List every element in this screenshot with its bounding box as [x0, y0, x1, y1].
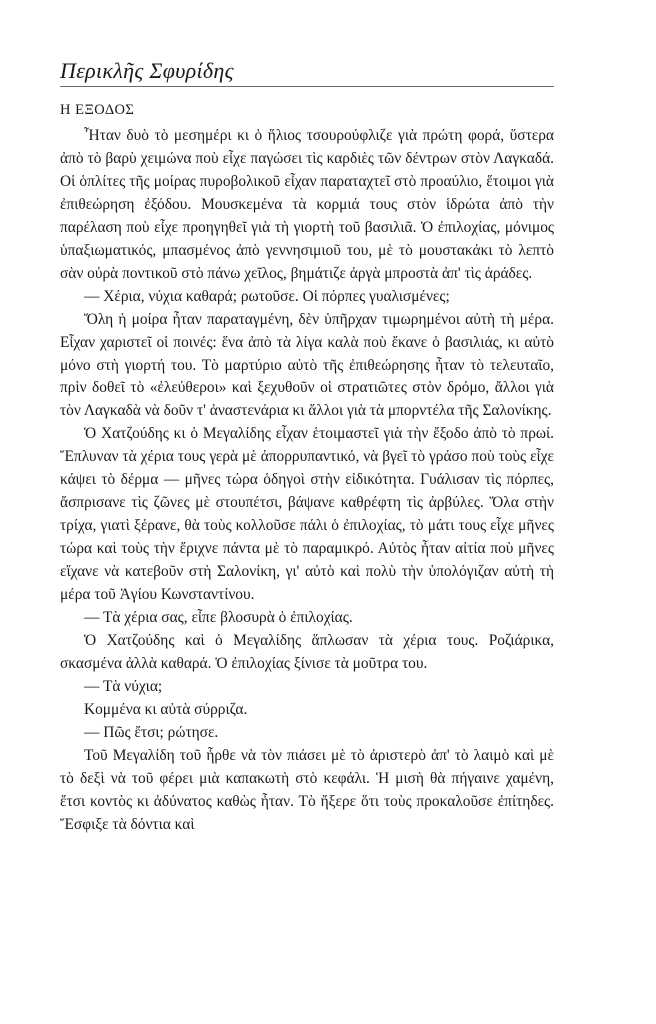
- paragraph: — Τὰ χέρια σας, εἶπε βλοσυρὰ ὁ ἐπιλοχίας.: [84, 609, 353, 627]
- paragraph: Ὅλη ἡ μοίρα ἦταν παραταγμένη, δὲν ὑπῆρχαν τιμωρημένοι αὐτὴ τὴ μέρα. Εἶχαν χαριστεῖ οἱ ποινές: ἕνα ἀπὸ τὰ λίγα καλὰ ποὺ ἔκανε ὁ βασιλιάς, κι αὐτὸ μόνο στὴ γιορτή του. Τὸ μαρτύριο αὐτὸ τῆς ἐπιθεώρησης ἦταν τὸ τελευταῖο, πρὶν δοθεῖ τὸ «ἐλεύθεροι» καὶ ξεχυθοῦν οἱ στρατιῶτες στὸν δρόμο, ἄλλοι γιὰ τὸν Λαγκαδὰ νὰ δοῦν τ' ἀναστενάρια κι ἄλλοι γιὰ τὰ μπορντέλα τῆς Σαλονίκης.: [60, 310, 554, 420]
- paragraph: — Χέρια, νύχια καθαρά; ρωτοῦσε. Οἱ πόρπες γυαλισμένες;: [84, 287, 450, 305]
- paragraph: Ὁ Χατζούδης καὶ ὁ Μεγαλίδης ἅπλωσαν τὰ χέρια τους. Ροζιάρικα, σκασμένα ἀλλὰ καθαρά. Ὁ ἐπιλοχίας ξίνισε τὰ μοῦτρα του.: [60, 631, 554, 672]
- story-title: Η ΕΞΟΔΟΣ: [60, 102, 135, 118]
- paragraph: — Τὰ νύχια;: [84, 677, 163, 695]
- paragraph: Ὁ Χατζούδης κι ὁ Μεγαλίδης εἶχαν ἑτοιμαστεῖ γιὰ τὴν ἔξοδο ἀπὸ τὸ πρωί. Ἔπλυναν τὰ χέρια τους γερὰ μὲ ἀπορρυπαντικό, νὰ βγεῖ τὸ γράσο ποὺ τοὺς εἶχε κάψει τὸ δέρμα — μῆνες τώρα ὁδηγοὶ στὴν εἰδικότητα. Γυάλισαν τὶς πόρπες, ἄσπρισανε τὶς ζῶνες μὲ στουπέτσι, βάψανε καθρέφτη τὶς ἀρβύλες. Ὅλα στὴν τρίχα, γιατὶ ξέρανε, θὰ τοὺς κολλοῦσε πάλι ὁ ἐπιλοχίας, τὸ μάτι τους εἶχε μῆνες τώρα καὶ τοὺς τὴν ἔριχνε πάντα μὲ τὸ παραμικρό. Αὐτὸς ἦταν αἰτία ποὺ μῆνες εἴχανε νὰ κατεβοῦν στὴ Σαλονίκη, γι' αὐτὸ καὶ πολὺ τὴν ὑπολόγιζαν αὐτὴ τὴ μέρα τοῦ Ἁγίου Κωνσταντίνου.: [60, 425, 554, 604]
- paragraph: Κομμένα κι αὐτὰ σύρριζα.: [84, 700, 248, 718]
- running-head: [60, 58, 554, 87]
- paragraph: — Πῶς ἔτσι; ρώτησε.: [84, 723, 219, 741]
- header-rule: [60, 86, 554, 87]
- author-name: Περικλῆς Σφυρίδης: [60, 58, 234, 83]
- paragraph: Ἦταν δυὸ τὸ μεσημέρι κι ὁ ἥλιος τσουρούφλιζε γιὰ πρώτη φορά, ὕστερα ἀπὸ τὸ βαρὺ χειμώνα ποὺ εἶχε παγώσει τὶς καρδιὲς τῶν δέντρων στὸν Λαγκαδά. Οἱ ὁπλίτες τῆς μοίρας πυροβολικοῦ εἶχαν παραταχτεῖ στὸ προαύλιο, ἕτοιμοι γιὰ ἐπιθεώρηση ἐξόδου. Μουσκεμένα τὰ κορμιά τους στὸν ἱδρώτα ἀπὸ τὴν παρέλαση ποὺ εἶχε προηγηθεῖ γιὰ τὴ γιορτὴ τοῦ βασιλιᾶ. Ὁ ἐπιλοχίας, μόνιμος ὑπαξιωματικός, μπασμένος ἀπὸ γεννησιμιοῦ του, μὲ τὸ μουστακάκι τὸ λεπτὸ σὰν οὐρὰ ποντικοῦ στὸ πάνω χεῖλος, βημάτιζε ἀργὰ μπροστὰ ἀπ' τὶς ἀράδες.: [60, 127, 554, 282]
- story-body: [60, 125, 554, 837]
- paragraph: Τοῦ Μεγαλίδη τοῦ ἦρθε νὰ τὸν πιάσει μὲ τὸ ἀριστερὸ ἀπ' τὸ λαιμὸ καὶ μὲ τὸ δεξὶ νὰ τοῦ φέρει μιὰ καπακωτὴ στὸ κεφάλι. Ἡ μισὴ θὰ πήγαινε χαμένη, ἔτσι κοντὸς κι ἀδύνατος καθὼς ἦταν. Τὸ ἤξερε ὅτι τοὺς προκαλοῦσε ἐπίτηδες. Ἔσφιξε τὰ δόντια καὶ: [60, 746, 554, 833]
